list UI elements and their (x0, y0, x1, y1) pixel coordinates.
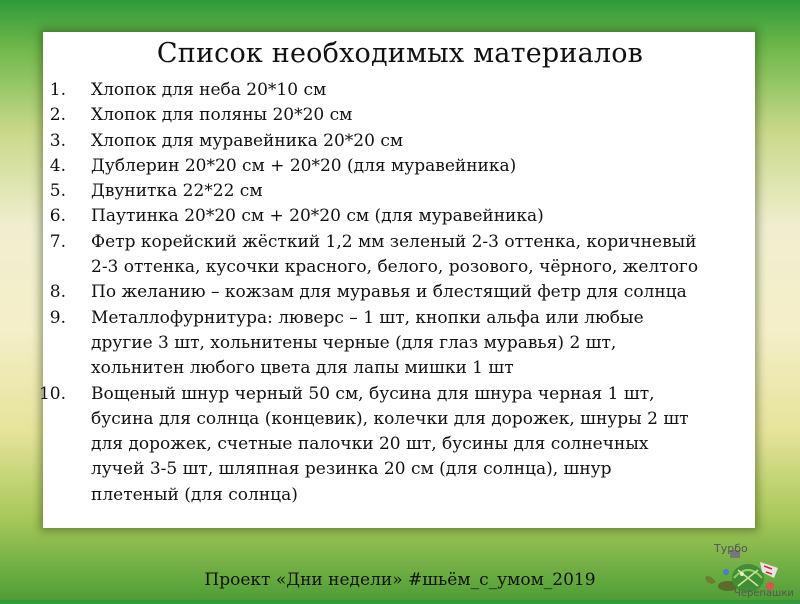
list-item (0, 103, 760, 128)
list-item (0, 280, 760, 305)
list-item (0, 204, 760, 229)
list-item (0, 129, 760, 154)
list-item-text: По желанию – кожзам для муравья и блестящий фетр для солнца (91, 282, 687, 303)
footer-caption: Проект «Дни недели» #шьём_с_умом_2019 (204, 570, 596, 590)
list-item-text: для дорожек, счетные палочки 20 шт, бусины для солнечных (91, 434, 649, 455)
list-item-number: 10. (38, 383, 66, 404)
logo-word-bottom: Черепашки (734, 588, 794, 599)
logo-word-top: Турбо (714, 542, 748, 555)
turbo-turtles-logo (682, 542, 798, 600)
list-item-text: Паутинка 20*20 см + 20*20 см (для муравейника) (91, 206, 544, 227)
list-item-number: 8. (49, 282, 66, 303)
list-item (0, 154, 760, 179)
list-item (0, 230, 760, 281)
list-item-number: 2. (49, 105, 66, 126)
list-item-text: Хлопок для муравейника 20*20 см (91, 130, 404, 151)
list-item-text: 2-3 оттенка, кусочки красного, белого, розового, чёрного, желтого (91, 257, 699, 278)
list-item-text: Дублерин 20*20 см + 20*20 (для муравейника) (91, 155, 517, 176)
list-item-text: бусина для солнца (концевик), колечки для дорожек, шнуры 2 шт (91, 408, 689, 429)
materials-list (0, 78, 760, 508)
list-item-number: 3. (49, 130, 66, 151)
page-title: Список необходимых материалов (156, 38, 644, 69)
list-item-text: Хлопок для поляны 20*20 см (91, 105, 353, 126)
list-item-text: Вощеный шнур черный 50 см, бусина для шнура черная 1 шт, (91, 383, 655, 404)
list-item (0, 306, 760, 382)
list-item-number: 1. (49, 80, 66, 100)
list-item-number: 9. (49, 307, 66, 328)
list-item-text: Фетр корейский жёсткий 1,2 мм зеленый 2-3 оттенка, коричневый (91, 231, 697, 252)
list-item-number: 7. (49, 231, 66, 252)
list-item-number: 4. (49, 155, 66, 176)
list-item-text: хольнитен любого цвета для лапы мишки 1 шт (91, 358, 514, 379)
list-item (0, 179, 760, 204)
list-item-text: лучей 3-5 шт, шляпная резинка 20 см (для солнца), шнур (91, 459, 612, 480)
list-item (0, 78, 760, 103)
list-item-text: Двунитка 22*22 см (91, 181, 263, 202)
list-item-number: 6. (49, 206, 66, 227)
list-item (0, 382, 760, 508)
list-item-text: Хлопок для неба 20*10 см (91, 80, 327, 100)
list-item-text: другие 3 шт, хольнитены черные (для глаз муравья) 2 шт, (91, 332, 617, 353)
list-item-text: Металлофурнитура: люверс – 1 шт, кнопки альфа или любые (91, 307, 644, 328)
list-item-text: плетеный (для солнца) (91, 484, 298, 505)
list-item-number: 5. (49, 181, 66, 202)
